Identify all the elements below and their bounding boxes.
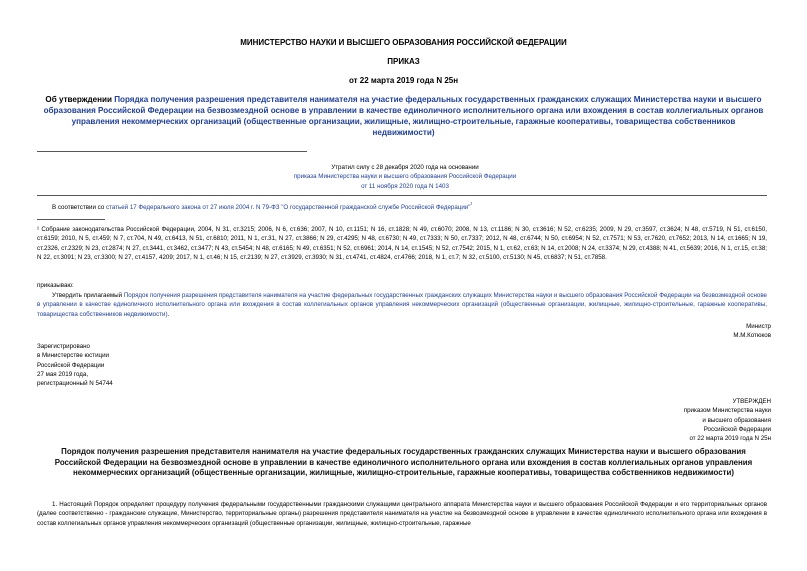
- ministry-heading: МИНИСТЕРСТВО НАУКИ И ВЫСШЕГО ОБРАЗОВАНИЯ РОССИЙСКОЙ ФЕДЕРАЦИИ: [240, 38, 567, 47]
- preamble: [52, 201, 772, 212]
- footnote-marker: ¹: [37, 226, 40, 233]
- signature-block: [733, 322, 771, 341]
- registration-line-1: Зарегистрировано: [37, 343, 90, 350]
- prikazyvayu: приказываю:: [37, 282, 74, 289]
- title-prefix: Об утверждении: [45, 95, 115, 104]
- approved-line-2: приказом Министерства науки: [683, 407, 771, 415]
- approved-line-3: и высшего образования: [702, 416, 771, 424]
- footnote-ref[interactable]: ¹: [470, 202, 473, 208]
- approve-suffix: .: [167, 310, 170, 318]
- approve-paragraph: [37, 291, 767, 319]
- status-line-1: Утратил силу с 28 декабря 2020 года на основании: [331, 164, 479, 171]
- footnote-divider: [37, 219, 105, 220]
- footnote: [37, 225, 767, 262]
- title-link[interactable]: Порядка получения разрешения представителя нанимателя на участие федеральных государственных гражданских служащих Министерства науки и высшего образования Российской Федерации на безвозмездной основе в управлении в качестве единоличного исполнительного органа или вхождения в состав коллегиальных органов управления некоммерческих организаций (общественные организации, жилищные, жилищно-строительные, гаражные кооперативы, товарищества собственников недвижимости): [43, 95, 764, 137]
- registration-line-2: в Министерстве юстиции: [37, 352, 110, 360]
- approved-line-4: Российской Федерации: [703, 425, 771, 433]
- status-divider: [37, 195, 767, 196]
- approve-procedure-link[interactable]: Порядок получения разрешения представителя нанимателя на участие федеральных государственных гражданских служащих Министерства науки и высшего образования Российской Федерации на безвозмездной основе в управлении в качестве единоличного исполнительного органа или вхождения в состав коллегиальных органов управления некоммерческих организаций (общественные организации, жилищные, жилищно-строительные, гаражные кооперативы, товарищества собственников недвижимости): [37, 292, 767, 318]
- registration-block: [37, 342, 113, 388]
- status-link-order[interactable]: приказа Министерства науки и высшего образования Российской Федерации: [293, 173, 517, 181]
- title-divider: [37, 151, 307, 152]
- doc-date-number: от 22 марта 2019 года N 25н: [348, 76, 459, 85]
- document-title: [40, 94, 767, 138]
- footnote-text: Собрание законодательства Российской Федерации, 2004, N 31, ст.3215; 2006, N 6, ст.636; 2007, N 10, ст.1151; N 16, ст.1828; N 49, ст.6070; 2008, N 13, ст.1186; N 30, ст.3616; N 52, ст.6235; 2009, N 29, ст.3597, ст.3624; N 48, ст.5719, N 51, ст.6150, ст.6159; 2010, N 5, ст.459; N 7, ст.704, N 49, ст.6413, N 51, ст.6810; 2011, N 1, ст.31, N 27, ст.3866; N 29, ст.4295; N 48, ст.6730; N 49, ст.7333; N 50, ст.7337; 2012, N 48, ст.6744; N 50, ст.6954; N 52, ст.7571; N 53, ст.7620, ст.7652; 2013, N 14, ст.1665; N 19, ст.2326, ст.2329; N 23, ст.2874; N 27, ст.3441, ст.3462, ст.3477; N 43, ст.5454; N 48, ст.6165; N 49, ст.6351; N 52, ст.6961; 2014, N 14, ст.1545; N 52, ст.7542; 2015, N 1, ст.62, ст.63; N 14, ст.2008; N 24, ст.3374; N 29, ст.4388; N 41, ст.5639; 2016, N 1, ст.15, ст.38; N 22, ст.3091; N 23, ст.3300; N 27, ст.4157, 4209; 2017, N 1, ст.46; N 15, ст.2139; N 27, ст.3929, ст.3930; N 31, ст.4741, ст.4824, ст.4766; 2018, N 1, ст.7; N 32, ст.5100, ст.5130; N 45, ст.6837; N 51, ст.7858.: [37, 226, 767, 261]
- approved-line-5: от 22 марта 2019 года N 25н: [689, 435, 771, 443]
- preamble-law-link[interactable]: статьей 17 Федерального закона от 27 июля 2004 г. N 79-ФЗ "О государственной гражданской службе Российской Федерации": [105, 204, 471, 212]
- procedure-paragraph-1: 1. Настоящий Порядок определяет процедуру получения федеральными государственными гражданскими служащими центрального аппарата Министерства науки и высшего образования Российской Федерации и его территориальных органов (далее соответственно - гражданские служащие, Министерство, территориальные органы) разрешения представителя нанимателя на участие на безвозмездной основе в управлении в качестве единоличного исполнительного органа или вхождения в состав коллегиальных органов управления некоммерческих организаций (общественные организации, жилищные, жилищно-строительные, гаражные: [37, 501, 767, 527]
- registration-line-5: регистрационный N 54744: [37, 380, 113, 388]
- preamble-prefix: В соответствии со: [52, 204, 106, 212]
- status-link-date[interactable]: от 11 ноября 2020 года N 1403: [361, 182, 449, 190]
- doc-type-heading: ПРИКАЗ: [387, 57, 420, 66]
- signature-name: М.М.Котюков: [733, 332, 771, 340]
- status-block: [190, 163, 620, 191]
- approved-block: [684, 397, 771, 443]
- approved-line-1: УТВЕРЖДЕН: [732, 398, 771, 405]
- registration-line-4: 27 мая 2019 года,: [37, 370, 89, 378]
- signature-position: Министр: [746, 323, 771, 330]
- registration-line-3: Российской Федерации: [37, 361, 105, 369]
- procedure-title: Порядок получения разрешения представителя нанимателя на участие федеральных государственных гражданских служащих Министерства науки и высшего образования Российской Федерации на безвозмездной основе в управлении в качестве единоличного исполнительного органа или вхождения в состав коллегиальных органов управления некоммерческих организаций (общественные организации, жилищные, жилищно-строительные, гаражные кооперативы, товарищества собственников недвижимости): [54, 447, 753, 478]
- approve-prefix: Утвердить прилагаемый: [52, 292, 124, 299]
